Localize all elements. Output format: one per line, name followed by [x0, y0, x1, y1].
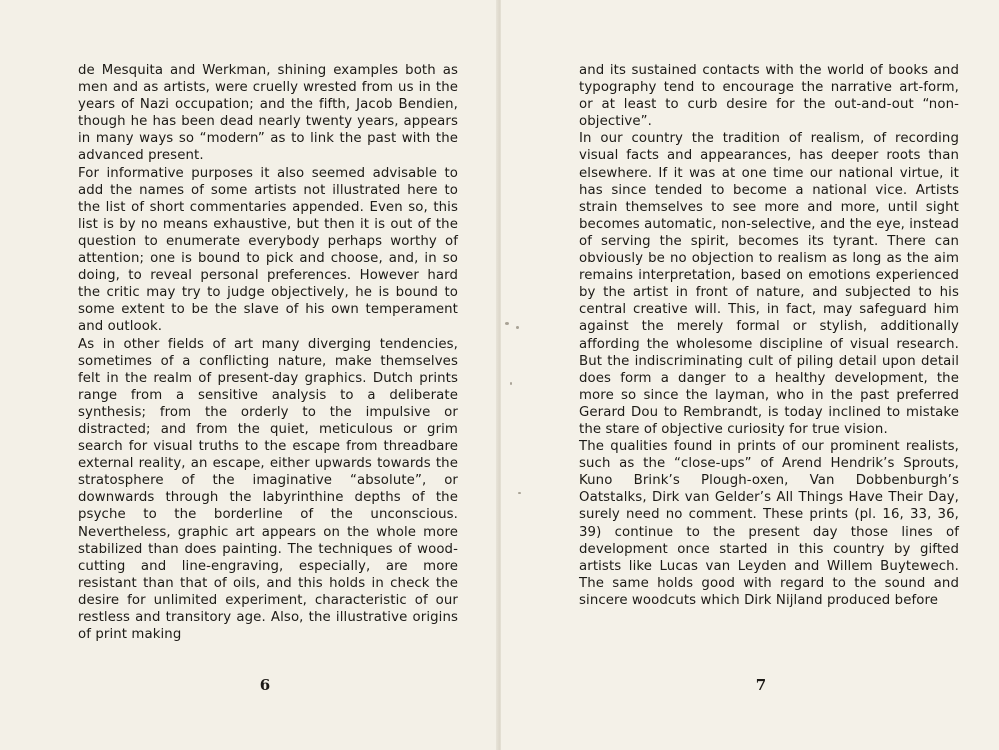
paragraph: For informative purposes it also seemed advisable to add the names of some artists not illustrated here to the list of short commentaries appended. Even so, this list is by no means exhaustive, but then it is out of the question to enumerate everybody perhaps worthy of attention; one is bound to pick and choose, and, in so doing, to reveal personal preferences. However hard the critic may try to judge objectively, he is bound to some extent to be the slave of his own temperament and outlook. [78, 165, 458, 335]
paragraph: The qualities found in prints of our prominent realists, such as the “close-ups” of Arend Hendrik’s Sprouts, Kuno Brink’s Plough-oxen, Van Dobbenburgh’s Oatstalks, Dirk van Gelder’s All Things Have Their Day, surely need no comment. These prints (pl. 16, 33, 36, 39) continue to the present day those lines of development once started in this country by gifted artists like Lucas van Leyden and Willem Buytewech. The same holds good with regard to the sound and sincere woodcuts which Dirk Nijland produced before [579, 439, 959, 608]
right-text-column [579, 62, 959, 609]
page-number: 7 [755, 676, 767, 694]
paragraph: de Mesquita and Werkman, shining examples both as men and as artists, were cruelly wrested from us in the years of Nazi occupation; and the fifth, Jacob Bendien, though he has been dead nearly twenty years, appears in many ways so “modern” as to link the past with the advanced present. [78, 63, 458, 164]
left-page [0, 0, 499, 750]
paragraph: and its sustained contacts with the world of books and typography tend to encourage the narrative art-form, or at least to curb desire for the out-and-out “non-objective”. [579, 63, 959, 130]
paper-speck [505, 322, 509, 325]
paper-speck [510, 382, 512, 385]
paper-speck [516, 326, 519, 329]
paragraph: In our country the tradition of realism, of recording visual facts and appearances, has deeper roots than elsewhere. If it was at one time our national virtue, it has since tended to become a national vice. Artists strain themselves to see more and more, until sight becomes automatic, non-selective, and the eye, instead of serving the spirit, becomes its tyrant. There can obviously be no objection to realism as long as the aim remains interpretation, based on emotions experienced by the artist in front of nature, and subjected to his central creative will. This, in fact, may safeguard him against the merely formal or stylish, additionally affording the wholesome discipline of visual research. But the indiscriminating cult of piling detail upon detail does form a danger to a healthy development, the more so since the layman, who in the past preferred Gerard Dou to Rembrandt, is today inclined to mistake the stare of objective curiosity for true vision. [579, 131, 959, 437]
paper-speck [518, 492, 521, 494]
left-text-column [78, 62, 458, 643]
right-page [501, 0, 999, 750]
paragraph: As in other fields of art many diverging tendencies, sometimes of a conflicting nature, make themselves felt in the realm of present-day graphics. Dutch prints range from a sensitive analysis to a deliberate synthesis; from the orderly to the impulsive or distracted; and from the quiet, meticulous or grim search for visual truths to the escape from threadbare external reality, an escape, either upwards towards the stratosphere of the imaginative “absolute”, or downwards through the labyrinthine depths of the psyche to the borderline of the unconscious. Nevertheless, graphic art appears on the whole more stabilized than does painting. The techniques of wood-cutting and line-engraving, especially, are more resistant than that of oils, and this holds in check the desire for unlimited experiment, characteristic of our restless and transitory age. Also, the illustrative origins of print making [78, 336, 458, 643]
page-number: 6 [259, 676, 271, 694]
